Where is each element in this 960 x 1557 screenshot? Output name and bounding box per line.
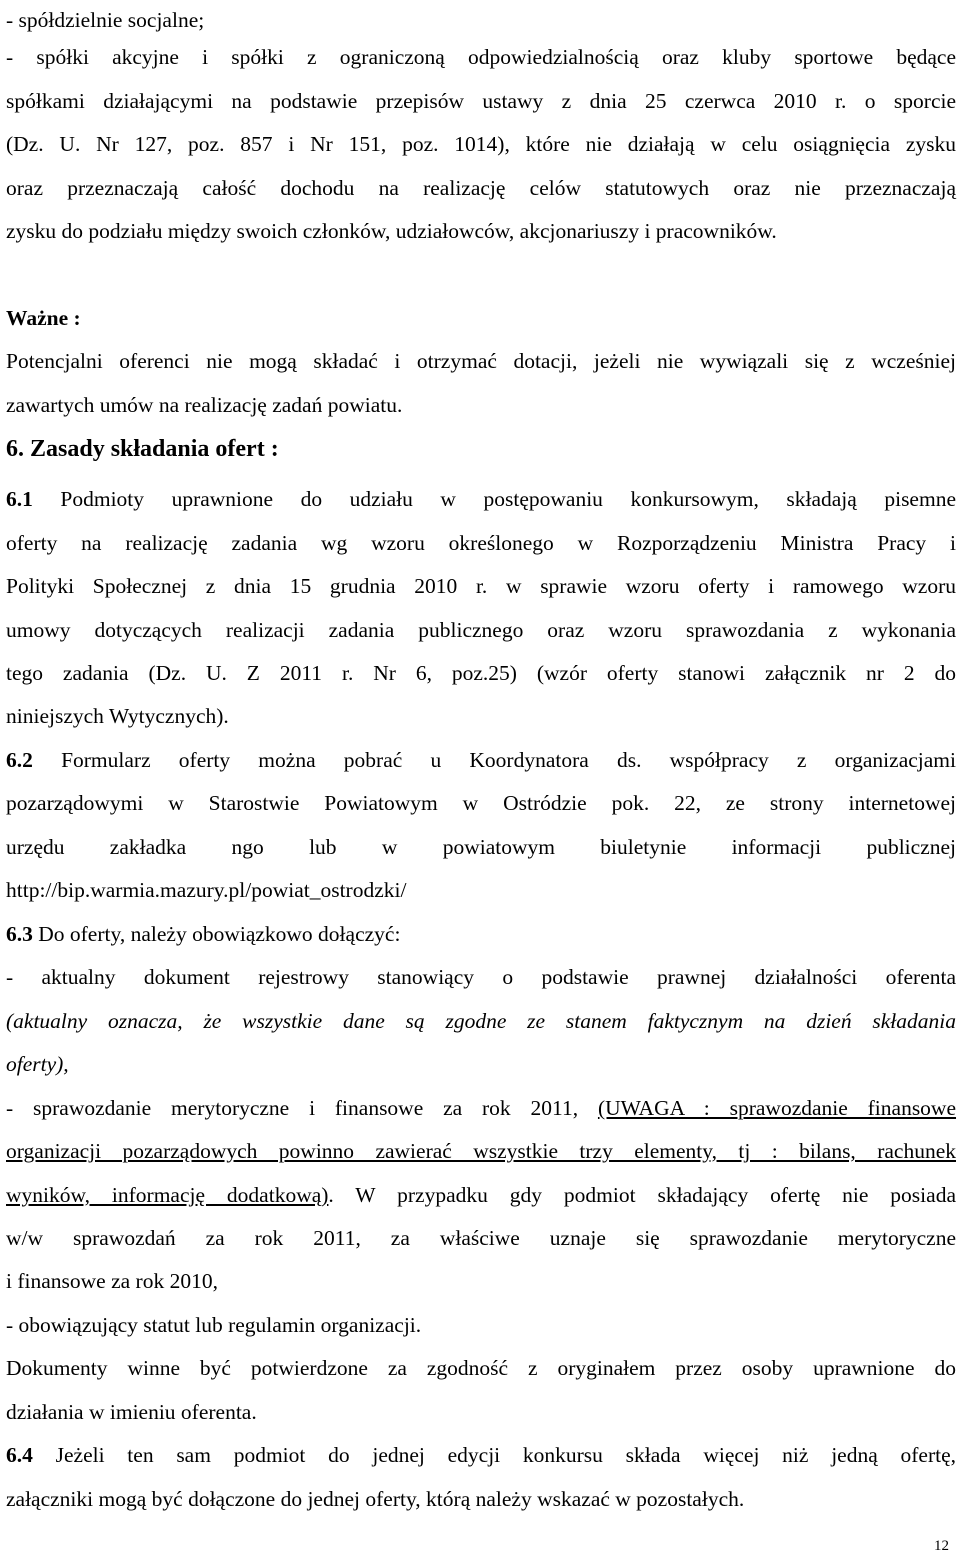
list-item-reports: [6, 1095, 956, 1121]
clause-text: Formularz oferty można pobrać u Koordynatora ds. współpracy z organizacjami: [61, 748, 957, 772]
paragraph-line: oraz przeznaczają całość dochodu na realizację celów statutowych oraz nie przeznaczają: [6, 176, 956, 200]
paragraph-line: urzędu zakładka ngo lub w powiatowym biuletynie informacji publicznej: [6, 835, 956, 859]
list-item-statute: - obowiązujący statut lub regulamin organizacji.: [6, 1313, 422, 1337]
report-text: - sprawozdanie merytoryczne i finansowe za rok 2011,: [6, 1096, 579, 1120]
important-text: zawartych umów na realizację zadań powiatu.: [6, 393, 403, 417]
warning-note: wyników, informację dodatkową): [6, 1183, 329, 1207]
paragraph-line: zysku do podziału między swoich członków, udziałowców, akcjonariuszy i pracowników.: [6, 219, 777, 243]
italic-note: oferty),: [6, 1052, 69, 1076]
clause-number: 6.3: [6, 922, 33, 946]
paragraph-line: pozarządowymi w Starostwie Powiatowym w Ostródzie pok. 22, ze strony internetowej: [6, 791, 956, 815]
paragraph-line: spółkami działającymi na podstawie przepisów ustawy z dnia 25 czerwca 2010 r. o sporcie: [6, 89, 956, 113]
important-heading: Ważne :: [6, 306, 81, 330]
warning-note: (UWAGA : sprawozdanie finansowe: [597, 1096, 957, 1120]
paragraph-line: [6, 1442, 956, 1468]
paragraph-line: umowy dotyczących realizacji zadania publicznego oraz wzoru sprawozdania z wykonania: [6, 618, 956, 642]
paragraph-line: tego zadania (Dz. U. Z 2011 r. Nr 6, poz.25) (wzór oferty stanowi załącznik nr 2 do: [6, 661, 956, 685]
report-text: . W przypadku gdy podmiot składający ofertę nie posiada: [328, 1183, 956, 1207]
clause-text: Do oferty, należy obowiązkowo dołączyć:: [38, 922, 401, 946]
paragraph-line: [6, 921, 956, 947]
paragraph-line: i finansowe za rok 2010,: [6, 1269, 218, 1293]
warning-note: organizacji pozarządowych powinno zawierać wszystkie trzy elementy, tj : bilans, rachunek: [6, 1139, 956, 1163]
italic-note: (aktualny oznacza, że wszystkie dane są zgodne ze stanem faktycznym na dzień składania: [6, 1009, 956, 1033]
clause-text: Podmioty uprawnione do udziału w postępowaniu konkursowym, składają pisemne: [60, 487, 956, 511]
clause-text: Jeżeli ten sam podmiot do jednej edycji konkursu składa więcej niż jedną ofertę,: [55, 1443, 956, 1467]
clause-number: 6.4: [6, 1443, 33, 1467]
paragraph-line: niniejszych Wytycznych).: [6, 704, 229, 728]
section-heading: 6. Zasady składania ofert :: [6, 436, 279, 462]
clause-number: 6.1: [6, 487, 33, 511]
paragraph-line: Dokumenty winne być potwierdzone za zgodność z oryginałem przez osoby uprawnione do: [6, 1356, 956, 1380]
paragraph-line: [6, 486, 956, 512]
bip-url: http://bip.warmia.mazury.pl/powiat_ostrodzki/: [6, 878, 407, 902]
clause-number: 6.2: [6, 748, 33, 772]
paragraph-line: działania w imieniu oferenta.: [6, 1400, 257, 1424]
paragraph-line: Polityki Społecznej z dnia 15 grudnia 2010 r. w sprawie wzoru oferty i ramowego wzoru: [6, 574, 956, 598]
paragraph-line: załączniki mogą być dołączone do jednej oferty, którą należy wskazać w pozostałych.: [6, 1487, 745, 1511]
paragraph-line: w/w sprawozdań za rok 2011, za właściwe uznaje się sprawozdanie merytoryczne: [6, 1226, 956, 1250]
list-item-social-cooperatives: - spółdzielnie socjalne;: [6, 8, 205, 32]
page-number: 12: [934, 1538, 949, 1554]
paragraph-line: oferty na realizację zadania wg wzoru określonego w Rozporządzeniu Ministra Pracy i: [6, 531, 956, 555]
list-item-registry-document: - aktualny dokument rejestrowy stanowiący o podstawie prawnej działalności oferenta: [6, 965, 956, 989]
list-item-companies: - spółki akcyjne i spółki z ograniczoną odpowiedzialnością oraz kluby sportowe będące: [6, 45, 956, 69]
paragraph-line: [6, 747, 956, 773]
important-text: Potencjalni oferenci nie mogą składać i otrzymać dotacji, jeżeli nie wywiązali się z wcześniej: [6, 349, 956, 373]
paragraph-line: [6, 1182, 956, 1208]
paragraph-line: (Dz. U. Nr 127, poz. 857 i Nr 151, poz. 1014), które nie działają w celu osiągnięcia zysku: [6, 132, 956, 156]
